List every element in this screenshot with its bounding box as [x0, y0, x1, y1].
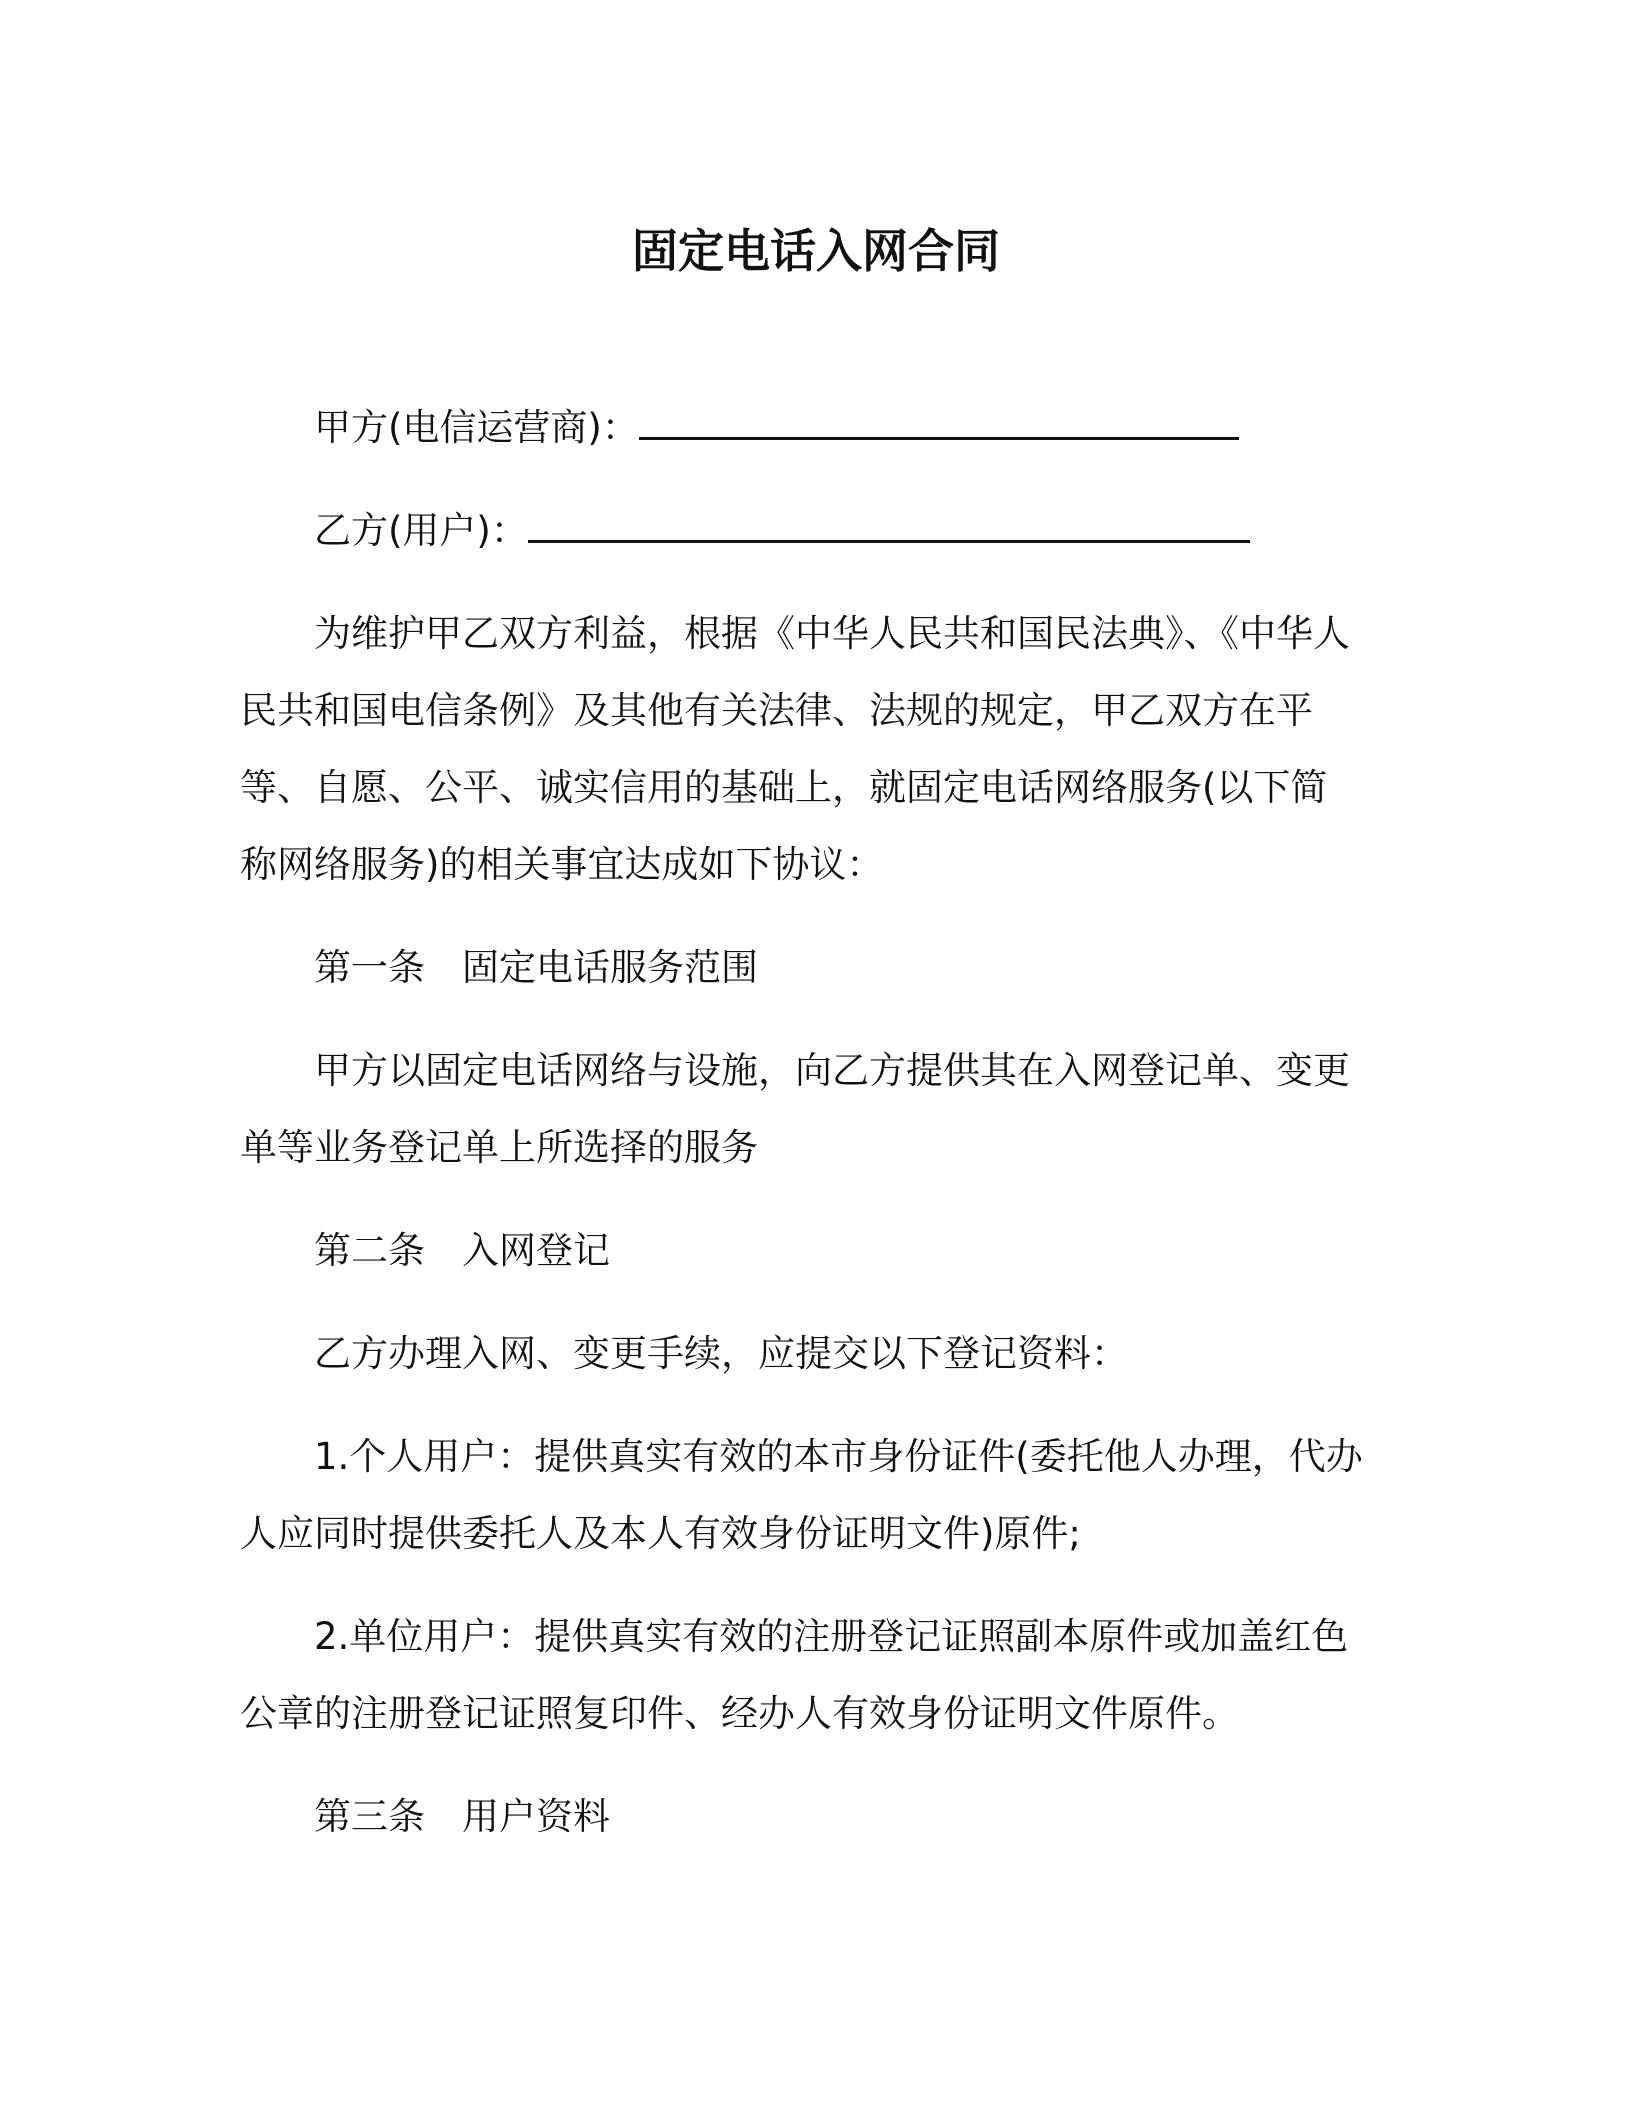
party-b-line	[240, 492, 1364, 569]
article-number: 第三条	[314, 1795, 425, 1838]
article-number: 第一条	[314, 946, 425, 989]
document-body	[240, 389, 1364, 1881]
article-number: 第二条	[314, 1229, 425, 1272]
article-heading-3	[240, 1778, 1364, 1855]
article-title: 固定电话服务范围	[462, 946, 758, 989]
party-a-blank[interactable]	[639, 407, 1239, 440]
article-title: 用户资料	[462, 1795, 610, 1838]
article2-item-2: 2.单位用户：提供真实有效的注册登记证照副本原件或加盖红色公章的注册登记证照复印件、经办人有效身份证明文件原件。	[240, 1615, 1349, 1735]
article1-text: 甲方以固定电话网络与设施，向乙方提供其在入网登记单、变更单等业务登记单上所选择的服务	[240, 1049, 1350, 1169]
party-a-label: 甲方(电信运营商)：	[314, 406, 639, 449]
preamble: 为维护甲乙双方利益，根据《中华人民共和国民法典》、《中华人民共和国电信条例》及其他有关法律、法规的规定，甲乙双方在平等、自愿、公平、诚实信用的基础上，就固定电话网络服务(以下简称网络服务)的相关事宜达成如下协议：	[240, 612, 1350, 886]
article-heading-2	[240, 1212, 1364, 1289]
article-title: 入网登记	[462, 1229, 610, 1272]
party-a-line	[240, 389, 1364, 466]
document-title: 固定电话入网合同	[632, 224, 1000, 278]
article2-item-1: 1.个人用户：提供真实有效的本市身份证件(委托他人办理，代办人应同时提供委托人及本人有效身份证明文件)原件;	[240, 1435, 1363, 1555]
article2-intro: 乙方办理入网、变更手续，应提交以下登记资料：	[314, 1332, 1128, 1375]
article-heading-1	[240, 929, 1364, 1006]
party-b-blank[interactable]	[528, 510, 1250, 543]
party-b-label: 乙方(用户)：	[314, 509, 528, 552]
